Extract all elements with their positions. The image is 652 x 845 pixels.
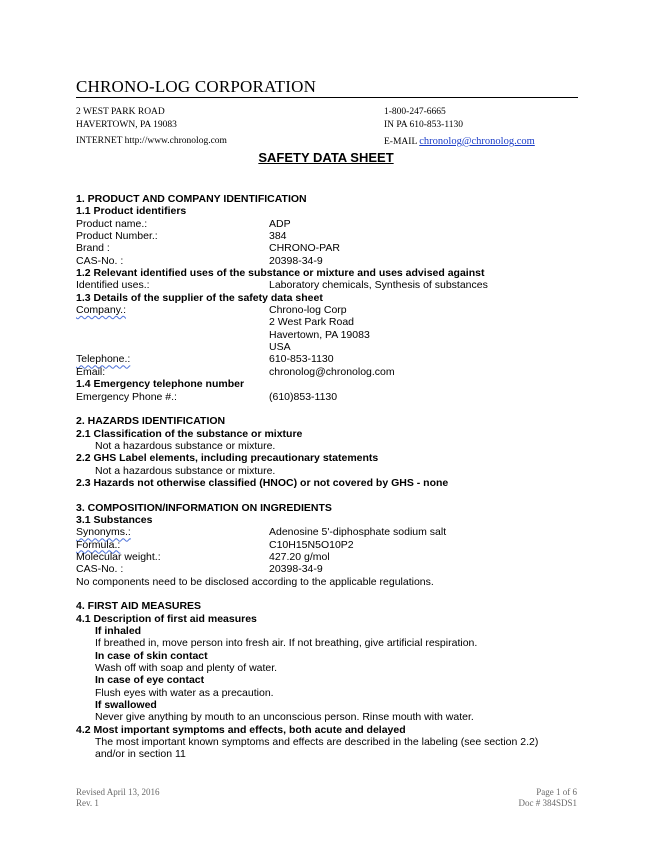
company-line-1: Chrono-log Corp bbox=[269, 304, 347, 317]
product-number-label: Product Number.: bbox=[76, 230, 158, 243]
spacer bbox=[76, 403, 596, 415]
spacer bbox=[76, 588, 596, 600]
identified-uses-label: Identified uses.: bbox=[76, 279, 150, 292]
company-line-4: USA bbox=[269, 341, 291, 354]
skin-contact-text: Wash off with soap and plenty of water. bbox=[95, 662, 278, 675]
section-2-heading: 2. HAZARDS IDENTIFICATION bbox=[76, 415, 226, 428]
molecular-weight-row bbox=[76, 551, 596, 563]
formula-label: Formula.: bbox=[76, 538, 121, 551]
cas-value-2: 20398-34-9 bbox=[269, 563, 323, 576]
cas-value: 20398-34-9 bbox=[269, 254, 323, 267]
synonyms-value: Adenosine 5'-diphosphate sodium salt bbox=[269, 526, 447, 539]
section-3-heading: 3. COMPOSITION/INFORMATION ON INGREDIENTS bbox=[76, 501, 332, 514]
eye-contact-heading: In case of eye contact bbox=[95, 674, 205, 687]
header-rule bbox=[76, 97, 578, 98]
if-inhaled-heading: If inhaled bbox=[95, 625, 142, 638]
address-line-1: 2 WEST PARK ROAD bbox=[76, 107, 165, 117]
product-name-row bbox=[76, 218, 596, 230]
address-line-2: HAVERTOWN, PA 19083 bbox=[76, 120, 177, 130]
email-link[interactable]: chronolog@chronolog.com bbox=[419, 136, 535, 147]
footer-left bbox=[76, 787, 160, 809]
brand-value: CHRONO-PAR bbox=[269, 242, 340, 255]
email-row-value: chronolog@chronolog.com bbox=[269, 365, 395, 378]
if-swallowed-text: Never give anything by mouth to an unconscious person. Rinse mouth with water. bbox=[95, 711, 474, 724]
company-row bbox=[76, 304, 596, 316]
formula-value: C10H15N5O10P2 bbox=[269, 538, 354, 551]
phone-line-2: IN PA 610-853-1130 bbox=[384, 120, 463, 130]
telephone-value: 610-853-1130 bbox=[269, 353, 334, 366]
emergency-value: (610)853-1130 bbox=[269, 390, 338, 403]
email-label: E-MAIL bbox=[384, 137, 420, 147]
section-1-2-heading: 1.2 Relevant identified uses of the substance or mixture and uses advised against bbox=[76, 267, 485, 280]
emergency-label: Emergency Phone #.: bbox=[76, 390, 177, 403]
page-number: Page 1 of 6 bbox=[536, 787, 577, 797]
phone-line-1: 1-800-247-6665 bbox=[384, 107, 446, 117]
section-1-1-heading: 1.1 Product identifiers bbox=[76, 205, 187, 218]
product-number-row bbox=[76, 230, 596, 242]
skin-contact-heading: In case of skin contact bbox=[95, 649, 208, 662]
section-1-heading: 1. PRODUCT AND COMPANY IDENTIFICATION bbox=[76, 193, 307, 205]
section-1-4-heading: 1.4 Emergency telephone number bbox=[76, 378, 245, 391]
product-name-value: ADP bbox=[269, 217, 291, 230]
section-4-1-heading: 4.1 Description of first aid measures bbox=[76, 612, 257, 625]
molecular-weight-label: Molecular weight.: bbox=[76, 550, 161, 563]
molecular-weight-value: 427.20 g/mol bbox=[269, 550, 330, 563]
synonyms-label: Synonyms.: bbox=[76, 526, 131, 539]
email-line bbox=[384, 135, 535, 149]
synonyms-row bbox=[76, 526, 596, 538]
cas-label-2: CAS-No. : bbox=[76, 563, 124, 576]
section-2-1-text: Not a hazardous substance or mixture. bbox=[95, 439, 276, 452]
cas-row bbox=[76, 255, 596, 267]
eye-contact-text: Flush eyes with water as a precaution. bbox=[95, 686, 274, 699]
section-1-3-heading: 1.3 Details of the supplier of the safety data sheet bbox=[76, 291, 323, 304]
company-label: Company.: bbox=[76, 304, 126, 317]
cas-row-2 bbox=[76, 563, 596, 575]
section-4-2-text-1: The most important known symptoms and effects are described in the labeling (see section 2.2) bbox=[95, 736, 539, 749]
contact-block bbox=[384, 106, 535, 149]
product-number-value: 384 bbox=[269, 230, 287, 243]
telephone-row bbox=[76, 353, 596, 365]
email-row-label: Email: bbox=[76, 365, 106, 378]
product-name-label: Product name.: bbox=[76, 217, 148, 230]
if-inhaled-text: If breathed in, move person into fresh air. If not breathing, give artificial respiration. bbox=[95, 637, 478, 650]
company-name: CHRONO-LOG CORPORATION bbox=[76, 77, 317, 96]
section-2-3-heading: 2.3 Hazards not otherwise classified (HNOC) or not covered by GHS - none bbox=[76, 476, 449, 489]
section-2-2-text: Not a hazardous substance or mixture. bbox=[95, 464, 276, 477]
emergency-row bbox=[76, 391, 596, 403]
components-note: No components need to be disclosed according to the applicable regulations. bbox=[76, 575, 434, 588]
company-address-row-1 bbox=[76, 316, 596, 328]
company-address-row-3 bbox=[76, 341, 596, 353]
section-2-1-heading: 2.1 Classification of the substance or mixture bbox=[76, 427, 303, 440]
cas-label: CAS-No. : bbox=[76, 254, 124, 267]
section-4-2-heading: 4.2 Most important symptoms and effects, both acute and delayed bbox=[76, 723, 406, 736]
document-title: SAFETY DATA SHEET bbox=[258, 150, 394, 165]
address-block bbox=[76, 106, 227, 148]
spacer bbox=[76, 489, 596, 501]
revision-number: Rev. 1 bbox=[76, 798, 99, 808]
if-swallowed-heading: If swallowed bbox=[95, 699, 157, 712]
revised-date: Revised April 13, 2016 bbox=[76, 787, 160, 797]
formula-row bbox=[76, 539, 596, 551]
document-number: Doc # 384SDS1 bbox=[518, 798, 577, 808]
telephone-label: Telephone.: bbox=[76, 353, 131, 366]
section-4-2-text-2: and/or in section 11 bbox=[95, 748, 186, 761]
company-line-2: 2 West Park Road bbox=[269, 316, 355, 329]
section-4-heading: 4. FIRST AID MEASURES bbox=[76, 600, 202, 613]
internet-line: INTERNET http://www.chronolog.com bbox=[76, 136, 227, 146]
email-row bbox=[76, 366, 596, 378]
section-3-1-heading: 3.1 Substances bbox=[76, 513, 153, 526]
company-line-3: Havertown, PA 19083 bbox=[269, 328, 370, 341]
company-address-row-2 bbox=[76, 329, 596, 341]
brand-label: Brand : bbox=[76, 242, 110, 255]
brand-row bbox=[76, 242, 596, 254]
section-2-2-heading: 2.2 GHS Label elements, including precautionary statements bbox=[76, 452, 379, 465]
identified-uses-row bbox=[76, 279, 596, 291]
footer-right bbox=[518, 787, 577, 809]
document-body bbox=[76, 193, 596, 761]
identified-uses-value: Laboratory chemicals, Synthesis of substances bbox=[269, 279, 488, 292]
